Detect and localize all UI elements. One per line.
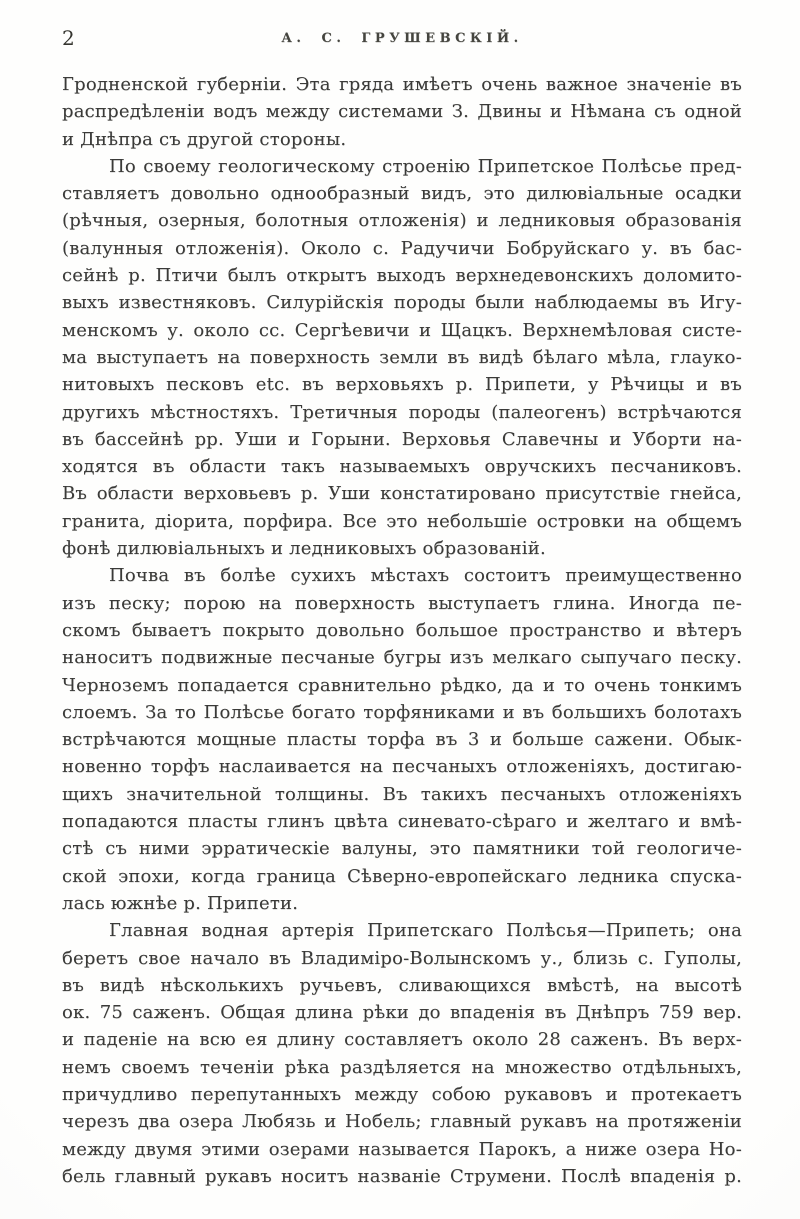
text-line: (рѣчныя, озерныя, болотныя отложенія) и ледниковыя образованія: [62, 210, 742, 232]
text-line: ской эпохи, когда граница Сѣверно-европейскаго ледника спуска-: [62, 865, 742, 887]
text-line: слоемъ. За то Полѣсье богато торфяниками и въ большихъ болотахъ: [62, 701, 742, 723]
text-line: выхъ известняковъ. Силурійскія породы были наблюдаемы въ Игу-: [62, 292, 742, 314]
text-line: и Днѣпра съ другой стороны.: [62, 128, 347, 150]
text-line: фонѣ дилювіальныхъ и ледниковыхъ образованій.: [62, 538, 546, 560]
text-line: Гродненской губерніи. Эта гряда имѣетъ очень важное значеніе въ: [62, 74, 742, 95]
text-line: между двумя этими озерами называется Парокъ, а ниже озера Но-: [62, 1138, 742, 1160]
text-block: [62, 71, 742, 1190]
paragraph: [62, 153, 742, 562]
text-line: сейнѣ р. Птичи былъ открытъ выходъ верхнедевонскихъ доломито-: [62, 265, 742, 287]
text-line: изъ песку; порою на поверхность выступаетъ глина. Иногда пе-: [62, 592, 742, 614]
text-line: и паденіе на всю ея длину составляетъ около 28 саженъ. Въ верх-: [62, 1029, 742, 1051]
text-line: менскомъ у. около сс. Сергѣевичи и Щацкъ. Верхнемѣловая систе-: [62, 319, 742, 341]
text-line: другихъ мѣстностяхъ. Третичныя породы (палеогенъ) встрѣчаются: [62, 401, 742, 423]
text-line: распредѣленіи водъ между системами З. Двины и Нѣмана съ одной: [62, 101, 742, 123]
text-line: новенно торфъ наслаивается на песчаныхъ отложеніяхъ, достигаю-: [62, 756, 742, 778]
text-line: лась южнѣе р. Припети.: [62, 892, 299, 914]
page-number: 2: [62, 26, 75, 50]
text-line: стѣ съ ними эрратическіе валуны, это памятники той геологиче-: [62, 838, 742, 860]
text-line: наноситъ подвижные песчаные бугры изъ мелкаго сыпучаго песку.: [62, 647, 742, 669]
text-line: ма выступаетъ на поверхность земли въ видѣ бѣлаго мѣла, глауко-: [62, 346, 742, 368]
text-line: ставляетъ довольно однообразный видъ, это дилювіальные осадки: [62, 183, 742, 205]
text-line: Въ области верховьевъ р. Уши констатировано присутствіе гнейса,: [62, 483, 742, 505]
text-line: По своему геологическому строенію Припетское Полѣсье пред-: [109, 155, 742, 177]
text-line: щихъ значительной толщины. Въ такихъ песчаныхъ отложеніяхъ: [62, 783, 742, 805]
text-line: Почва въ болѣе сухихъ мѣстахъ состоитъ преимущественно: [109, 565, 742, 587]
running-head-title: А. С. ГРУШЕВСКІЙ.: [281, 31, 523, 46]
text-line: ходятся въ области такъ называемыхъ овручскихъ песчаниковъ.: [62, 456, 742, 478]
text-line: Главная водная артерія Припетскаго Полѣсья—Припеть; она: [109, 920, 742, 942]
text-line: попадаются пласты глинъ цвѣта синевато-сѣраго и желтаго и вмѣ-: [62, 811, 742, 833]
text-line: беретъ свое начало въ Владиміро-Волынскомъ у., близь с. Гуполы,: [62, 947, 742, 969]
text-line: ок. 75 саженъ. Общая длина рѣки до впаденія въ Днѣпръ 759 вер.: [62, 1002, 742, 1024]
text-line: причудливо перепутанныхъ между собою рукавовъ и протекаетъ: [62, 1083, 742, 1105]
paragraph: [62, 71, 742, 153]
text-line: (валунныя отложенія). Около с. Радучичи Бобруйскаго у. въ бас-: [62, 237, 742, 259]
text-line: Черноземъ попадается сравнительно рѣдко, да и то очень тонкимъ: [62, 674, 742, 696]
text-line: въ бассейнѣ рр. Уши и Горыни. Верховья Славечны и Уборти на-: [62, 428, 742, 450]
text-line: нитовыхъ песковъ etc. въ верховьяхъ р. Припети, у Рѣчицы и въ: [62, 374, 742, 396]
text-line: черезъ два озера Любязь и Нобель; главный рукавъ на протяженіи: [62, 1111, 742, 1133]
running-head: [62, 26, 742, 52]
paragraph: [62, 917, 742, 1190]
paragraph: [62, 562, 742, 917]
text-line: бель главный рукавъ носитъ названіе Струмени. Послѣ впаденія р.: [62, 1165, 742, 1187]
text-line: скомъ бываетъ покрыто довольно большое пространство и вѣтеръ: [62, 619, 742, 641]
text-line: немъ своемъ теченіи рѣка раздѣляется на множество отдѣльныхъ,: [62, 1056, 742, 1078]
text-line: встрѣчаются мощные пласты торфа въ 3 и больше сажени. Обык-: [62, 729, 742, 751]
text-line: въ видѣ нѣсколькихъ ручьевъ, сливающихся вмѣстѣ, на высотѣ: [62, 974, 742, 996]
text-line: гранита, діорита, порфира. Все это небольшіе островки на общемъ: [62, 510, 742, 532]
